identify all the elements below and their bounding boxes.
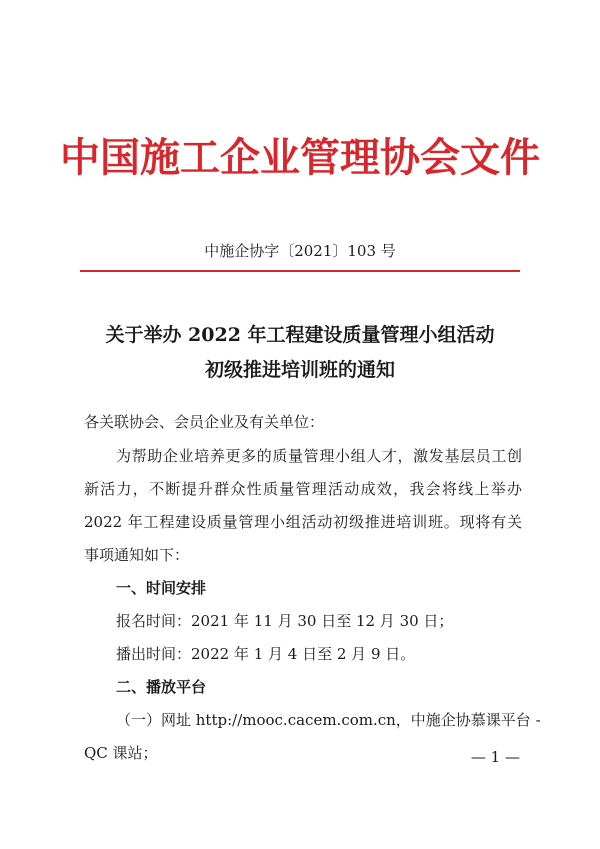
intro-paragraph-line-1: 为帮助企业培养更多的质量管理小组人才，激发基层员工创 bbox=[116, 447, 522, 465]
intro-paragraph-line-2: 新活力，不断提升群众性质量管理活动成效，我会将线上举办 bbox=[84, 480, 522, 498]
document-number: 中施企协字〔2021〕103 号 bbox=[204, 242, 396, 260]
intro-paragraph-line-3: 2022 年工程建设质量管理小组活动初级推进培训班。现将有关 bbox=[84, 513, 522, 531]
section-heading-platform: 二、播放平台 bbox=[116, 678, 207, 696]
red-divider-line bbox=[80, 270, 520, 272]
platform-line-1: （一）网址 http://mooc.cacem.com.cn，中施企协慕课平台 - bbox=[116, 711, 541, 729]
signup-time: 报名时间：2021 年 11 月 30 日至 12 月 30 日； bbox=[116, 612, 454, 630]
notice-title-line-2: 初级推进培训班的通知 bbox=[204, 359, 395, 381]
section-heading-schedule: 一、时间安排 bbox=[116, 579, 207, 597]
page-number: — 1 — bbox=[470, 748, 520, 766]
intro-paragraph-line-4: 事项通知如下： bbox=[84, 546, 190, 564]
salutation: 各关联协会、会员企业及有关单位： bbox=[84, 413, 325, 431]
notice-title-line-1: 关于举办 2022 年工程建设质量管理小组活动 bbox=[105, 324, 495, 346]
org-header-title: 中国施工企业管理协会文件 bbox=[60, 134, 540, 181]
notice-title bbox=[0, 318, 600, 388]
platform-line-2: QC 课站； bbox=[84, 744, 158, 762]
broadcast-time: 播出时间：2022 年 1 月 4 日至 2 月 9 日。 bbox=[116, 645, 416, 663]
